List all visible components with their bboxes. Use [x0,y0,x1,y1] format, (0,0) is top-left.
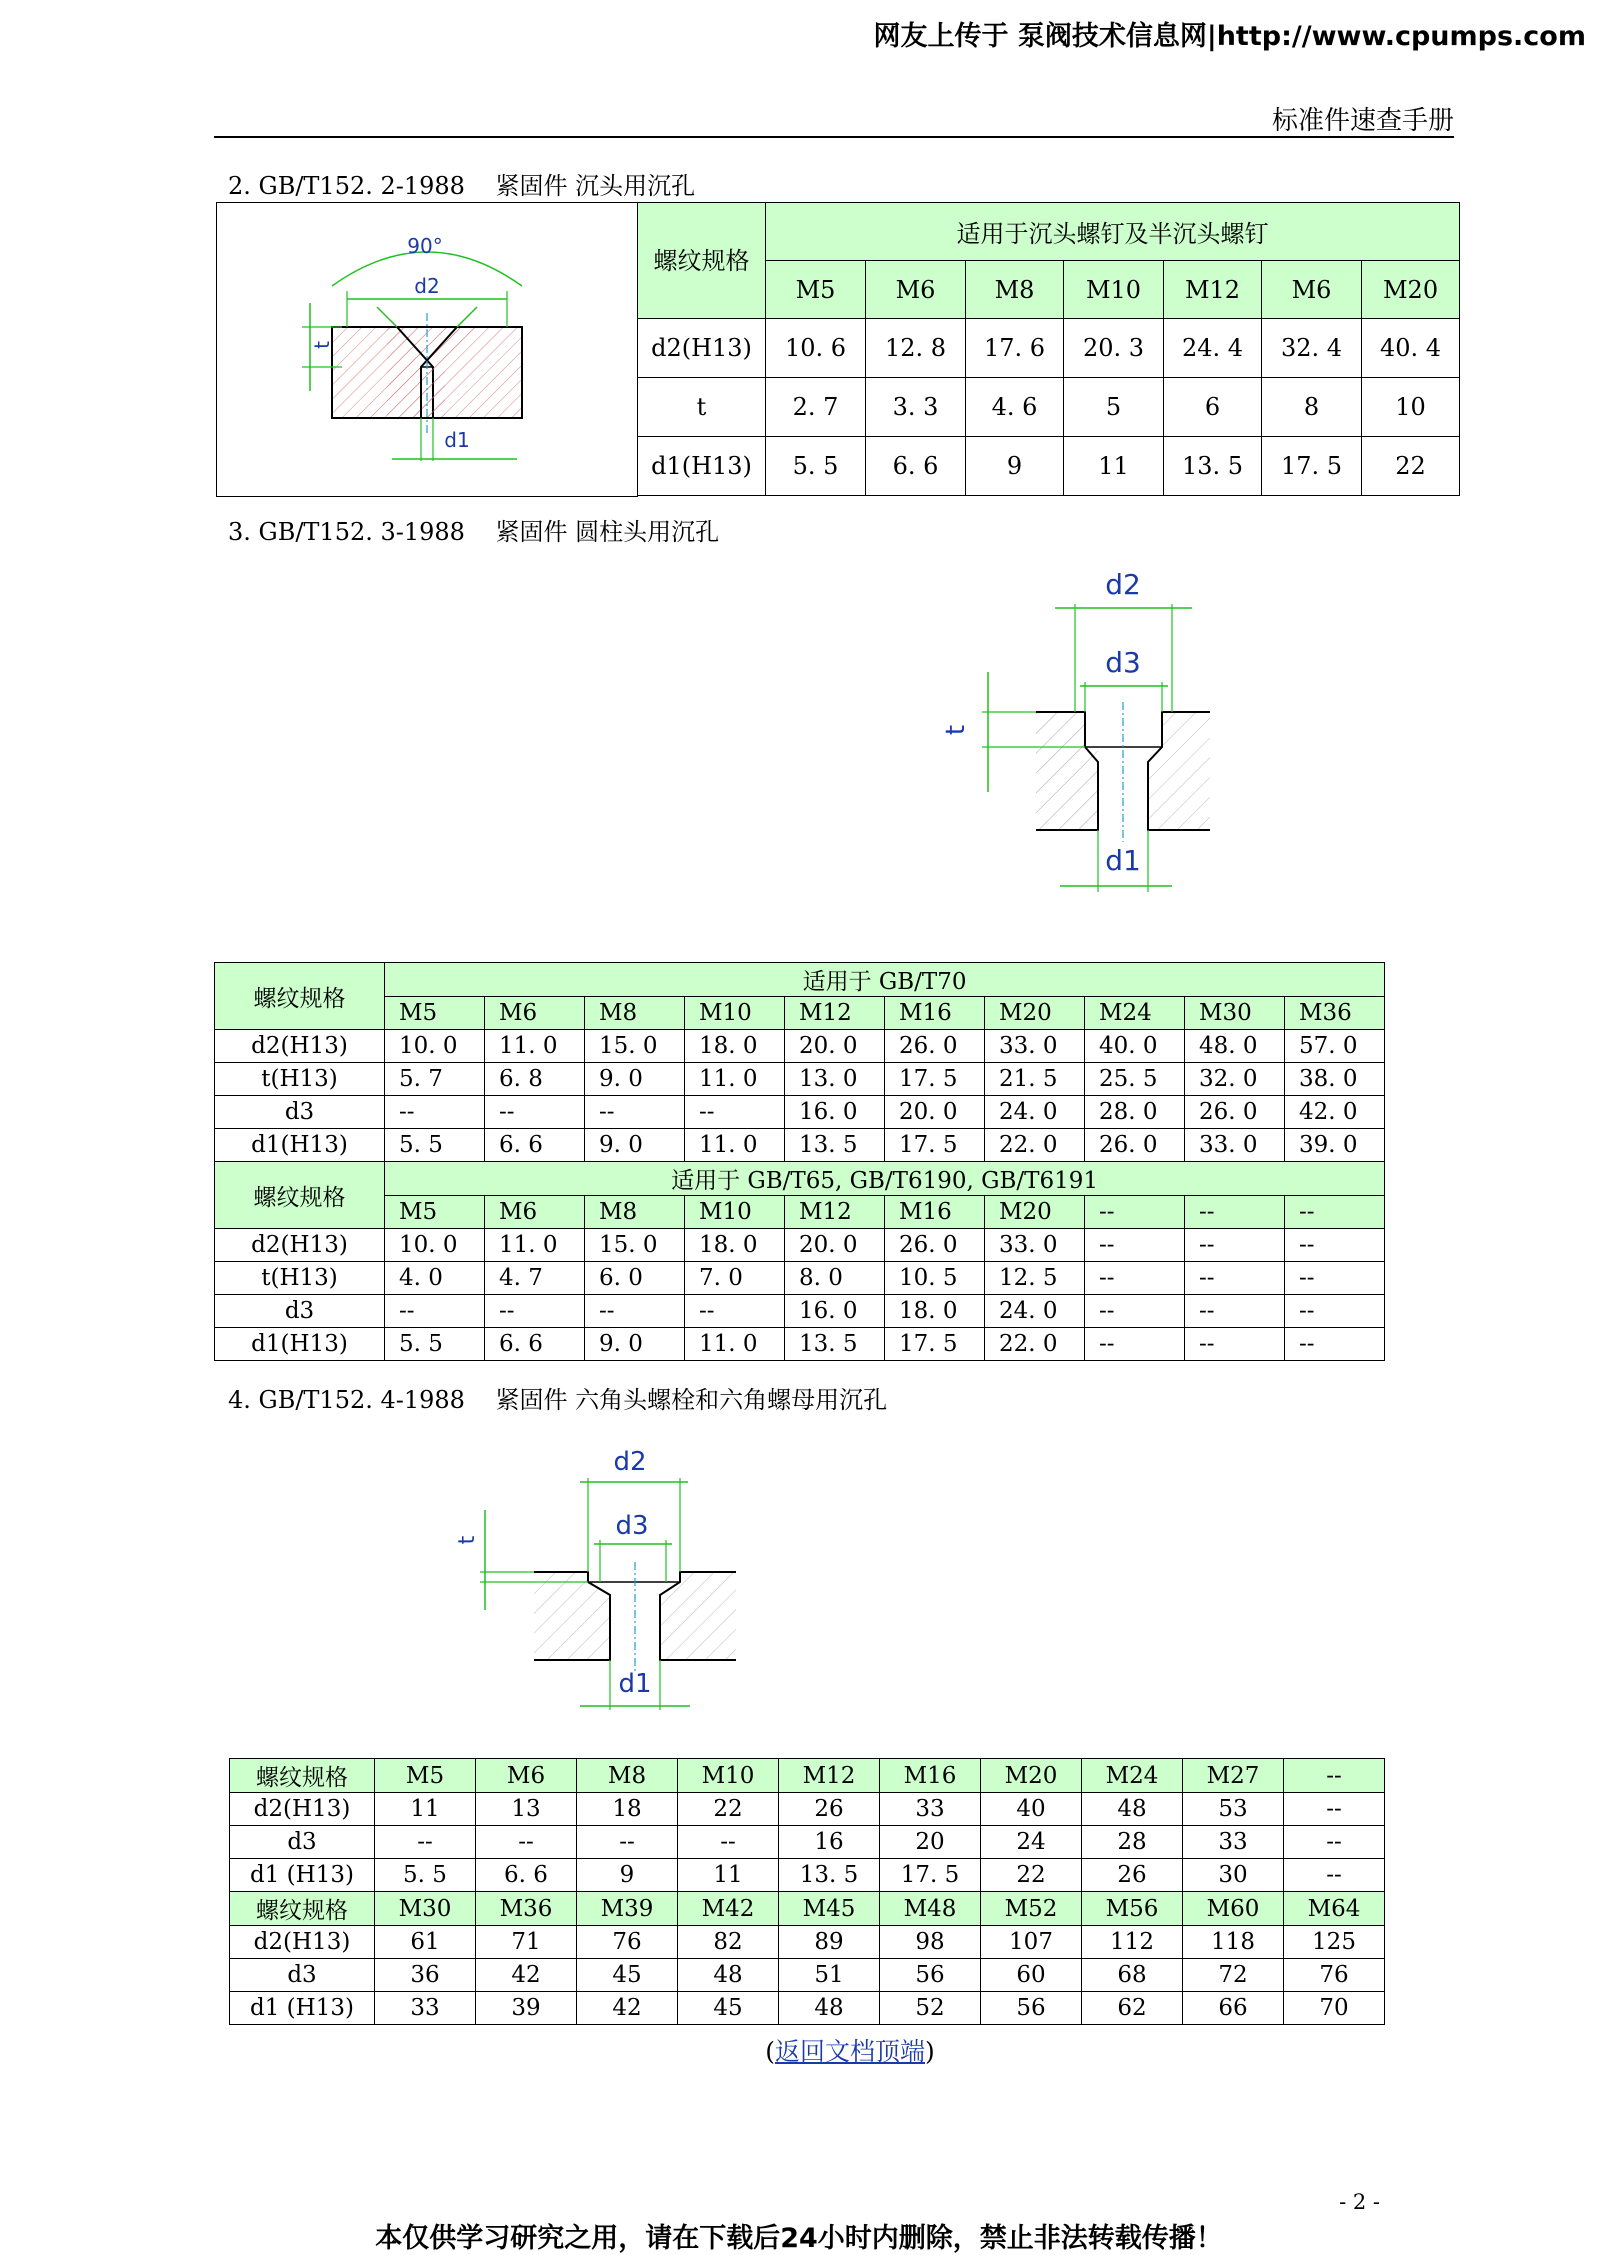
table-cell: -- [375,1826,476,1859]
table-row [230,1992,1385,2025]
section2-title: 2. GB/T152. 2-1988 紧固件 沉头用沉孔 [228,172,696,200]
table-cell: 107 [981,1926,1082,1959]
table-row [638,378,1460,437]
table-cell: 16. 0 [785,1295,885,1328]
table-cell: 42 [476,1959,577,1992]
table-row [215,1063,1385,1096]
table-cell: -- [1185,1295,1285,1328]
size-cell: M5 [766,261,866,319]
size-cell: -- [1284,1759,1385,1793]
table-cell: 11 [1064,437,1164,496]
table-cell: 24 [981,1826,1082,1859]
size-cell: M20 [1362,261,1460,319]
row-label: t(H13) [215,1262,385,1295]
table-cell: 33 [1183,1826,1284,1859]
table-cell: 9. 0 [585,1129,685,1162]
table-cell: 17. 5 [885,1063,985,1096]
table-cell: 18. 0 [685,1030,785,1063]
table-cell: 48 [779,1992,880,2025]
table-cell: 13. 5 [779,1859,880,1892]
table-cell: 72 [1183,1959,1284,1992]
size-cell: M6 [476,1759,577,1793]
table-cell: -- [585,1295,685,1328]
table-cell: 6. 8 [485,1063,585,1096]
table-cell: 60 [981,1959,1082,1992]
table-cell: 30 [1183,1859,1284,1892]
table-cell: 32. 4 [1262,319,1362,378]
table-cell: 22 [1362,437,1460,496]
table-cell: 26. 0 [1185,1096,1285,1129]
table-cell: 62 [1082,1992,1183,2025]
table-cell: 17. 5 [880,1859,981,1892]
section2-table [637,202,1460,496]
table-cell: 48. 0 [1185,1030,1285,1063]
d2-label: d2 [414,274,440,298]
table-cell: 33 [880,1793,981,1826]
table-cell: 3. 3 [866,378,966,437]
size-cell: M12 [785,997,885,1030]
size-cell: M12 [779,1759,880,1793]
table-row [230,1859,1385,1892]
table-cell: 11. 0 [685,1063,785,1096]
size-cell: M24 [1082,1759,1183,1793]
size-cell: M27 [1183,1759,1284,1793]
table-cell: 82 [678,1926,779,1959]
table-cell: 39 [476,1992,577,2025]
table-cell: 5. 5 [385,1129,485,1162]
table-cell: 48 [678,1959,779,1992]
table-cell: 4. 7 [485,1262,585,1295]
table-cell: -- [1284,1793,1385,1826]
table-cell: -- [577,1826,678,1859]
size-cell: M8 [585,1196,685,1229]
site-header: 网友上传于 泵阀技术信息网|http://www.cpumps.com [873,21,1586,52]
size-cell: M52 [981,1892,1082,1926]
group-header: 适用于 GB/T70 [385,963,1385,997]
table-row [215,1129,1385,1162]
spec-header: 螺纹规格 [230,1892,375,1926]
table-cell: 26. 0 [885,1229,985,1262]
table-cell: 11. 0 [685,1328,785,1361]
table-cell: 17. 6 [966,319,1064,378]
table-cell: 61 [375,1926,476,1959]
row-label: d2(H13) [215,1030,385,1063]
table-cell: -- [1185,1328,1285,1361]
size-row [230,1759,1385,1793]
table-row [215,1262,1385,1295]
row-label: t(H13) [215,1063,385,1096]
size-row [230,1892,1385,1926]
table-cell: 20 [880,1826,981,1859]
group-header: 适用于 GB/T65, GB/T6190, GB/T6191 [385,1162,1385,1196]
table-cell: 68 [1082,1959,1183,1992]
size-cell: M10 [685,1196,785,1229]
table-cell: 52 [880,1992,981,2025]
size-cell: M6 [485,997,585,1030]
size-cell: M36 [1285,997,1385,1030]
row-label: d1(H13) [215,1129,385,1162]
table-cell: 118 [1183,1926,1284,1959]
row-label: t [638,378,766,437]
spec-header: 螺纹规格 [215,1162,385,1229]
table-cell: -- [1185,1262,1285,1295]
table-cell: -- [1085,1229,1185,1262]
table-row [230,1926,1385,1959]
table-cell: 9 [966,437,1064,496]
table-cell: 16. 0 [785,1096,885,1129]
table-cell: 24. 0 [985,1096,1085,1129]
paren-close: ) [925,2037,935,2066]
size-cell: M12 [785,1196,885,1229]
table-cell: 9. 0 [585,1063,685,1096]
table-cell: 10 [1362,378,1460,437]
table-cell: -- [485,1096,585,1129]
table-cell: 11 [678,1859,779,1892]
table-cell: 40. 4 [1362,319,1460,378]
table-cell: 18 [577,1793,678,1826]
table-cell: 22 [678,1793,779,1826]
size-cell: M6 [1262,261,1362,319]
group-header: 适用于沉头螺钉及半沉头螺钉 [766,203,1460,261]
table-cell: -- [1085,1262,1185,1295]
table-cell: -- [685,1295,785,1328]
table-cell: 20. 0 [785,1030,885,1063]
hex-counterbore-diagram [440,1430,760,1730]
table-cell: 66 [1183,1992,1284,2025]
size-cell: M20 [981,1759,1082,1793]
book-title: 标准件速查手册 [1271,106,1454,136]
table-row [638,319,1460,378]
table-cell: 13. 5 [1164,437,1262,496]
table-cell: 16 [779,1826,880,1859]
table-cell: 33 [375,1992,476,2025]
table-cell: 26. 0 [1085,1129,1185,1162]
table-cell: 40. 0 [1085,1030,1185,1063]
table-cell: -- [1284,1826,1385,1859]
size-cell: M5 [385,1196,485,1229]
size-cell: M8 [966,261,1064,319]
section3-table [214,962,1385,1361]
table-cell: 26 [1082,1859,1183,1892]
row-label: d3 [230,1826,375,1859]
table-cell: 89 [779,1926,880,1959]
back-to-top-link[interactable]: 返回文档顶端 [774,2037,925,2066]
size-cell: M10 [678,1759,779,1793]
table-row [230,1826,1385,1859]
row-label: d1 (H13) [230,1992,375,2025]
size-cell: M36 [476,1892,577,1926]
size-cell: M5 [385,997,485,1030]
table-cell: 6. 6 [866,437,966,496]
table-row [230,1959,1385,1992]
table-cell: 32. 0 [1185,1063,1285,1096]
size-cell: M10 [1064,261,1164,319]
table-cell: 6. 6 [476,1859,577,1892]
size-cell: M20 [985,1196,1085,1229]
table-cell: 11 [375,1793,476,1826]
size-cell: M12 [1164,261,1262,319]
d3-label: d3 [1105,646,1141,679]
row-label: d1 (H13) [230,1859,375,1892]
table-cell: 20. 3 [1064,319,1164,378]
table-cell: 112 [1082,1926,1183,1959]
table-cell: 10. 0 [385,1229,485,1262]
table-cell: -- [678,1826,779,1859]
table-cell: 4. 6 [966,378,1064,437]
size-cell: M16 [885,997,985,1030]
size-cell: M6 [866,261,966,319]
table-cell: 24. 4 [1164,319,1262,378]
table-cell: 5 [1064,378,1164,437]
size-cell: M5 [375,1759,476,1793]
d3-label: d3 [615,1511,649,1541]
table-cell: -- [1185,1229,1285,1262]
row-label: d2(H13) [215,1229,385,1262]
table-cell: -- [1085,1328,1185,1361]
table-cell: 10. 0 [385,1030,485,1063]
table-cell: 17. 5 [885,1328,985,1361]
size-cell: M20 [985,997,1085,1030]
table-cell: 6. 6 [485,1129,585,1162]
table-cell: 6. 6 [485,1328,585,1361]
spec-header: 螺纹规格 [230,1759,375,1793]
table-cell: 76 [577,1926,678,1959]
table-row [215,1096,1385,1129]
table-cell: -- [1285,1229,1385,1262]
table-cell: 13. 0 [785,1063,885,1096]
table-cell: 125 [1284,1926,1385,1959]
table-cell: 22. 0 [985,1328,1085,1361]
table-cell: 13. 5 [785,1328,885,1361]
table-cell: 6 [1164,378,1262,437]
size-cell: M16 [880,1759,981,1793]
back-to-top [700,2032,1000,2068]
d1-label: d1 [1105,844,1141,877]
header-divider [214,136,1454,138]
size-cell: M16 [885,1196,985,1229]
table-cell: 45 [678,1992,779,2025]
size-cell: M56 [1082,1892,1183,1926]
table-cell: 11. 0 [685,1129,785,1162]
t-label: t [455,1535,480,1545]
t-label: t [941,724,971,736]
table-cell: 21. 5 [985,1063,1085,1096]
table-cell: 12. 8 [866,319,966,378]
table-cell: 6. 0 [585,1262,685,1295]
table-cell: 11. 0 [485,1229,585,1262]
d1-label: d1 [444,428,470,452]
table-cell: -- [585,1096,685,1129]
size-cell: M60 [1183,1892,1284,1926]
spec-header: 螺纹规格 [215,963,385,1030]
table-cell: 8 [1262,378,1362,437]
table-cell: 26. 0 [885,1030,985,1063]
table-cell: 76 [1284,1959,1385,1992]
row-label: d3 [230,1959,375,1992]
table-cell: 20. 0 [785,1229,885,1262]
table-cell: 71 [476,1926,577,1959]
size-cell: M30 [375,1892,476,1926]
section2-figure-box [216,202,638,497]
size-cell: M8 [585,997,685,1030]
table-cell: 18. 0 [885,1295,985,1328]
table-cell: 45 [577,1959,678,1992]
footer-disclaimer: 本仅供学习研究之用，请在下载后24小时内删除，禁止非法转载传播！ [375,2223,1223,2254]
table-cell: 40 [981,1793,1082,1826]
size-cell: M48 [880,1892,981,1926]
size-cell: M64 [1284,1892,1385,1926]
size-cell: -- [1085,1196,1185,1229]
section4-title: 4. GB/T152. 4-1988 紧固件 六角头螺栓和六角螺母用沉孔 [228,1386,888,1414]
size-cell: M8 [577,1759,678,1793]
table-cell: 56 [880,1959,981,1992]
table-cell: 33. 0 [985,1229,1085,1262]
spec-header: 螺纹规格 [638,203,766,319]
table-cell: 9 [577,1859,678,1892]
d1-label: d1 [618,1669,652,1699]
table-cell: 5. 5 [385,1328,485,1361]
table-cell: 70 [1284,1992,1385,2025]
table-cell: 20. 0 [885,1096,985,1129]
section4-table [229,1758,1385,2025]
size-cell: M10 [685,997,785,1030]
table-cell: 5. 5 [766,437,866,496]
table-cell: 22. 0 [985,1129,1085,1162]
table-cell: 56 [981,1992,1082,2025]
table-cell: 12. 5 [985,1262,1085,1295]
table-cell: 22 [981,1859,1082,1892]
table-cell: 15. 0 [585,1030,685,1063]
table-cell: 10. 6 [766,319,866,378]
angle-label: 90° [407,234,443,258]
table-cell: 28 [1082,1826,1183,1859]
table-cell: 25. 5 [1085,1063,1185,1096]
table-cell: -- [385,1295,485,1328]
table-cell: 28. 0 [1085,1096,1185,1129]
table-cell: 51 [779,1959,880,1992]
table-cell: 36 [375,1959,476,1992]
size-cell: M45 [779,1892,880,1926]
table-cell: 98 [880,1926,981,1959]
table-row [215,1030,1385,1063]
table-cell: 48 [1082,1793,1183,1826]
table-cell: 5. 7 [385,1063,485,1096]
size-cell: M42 [678,1892,779,1926]
row-label: d2(H13) [638,319,766,378]
table-cell: 53 [1183,1793,1284,1826]
table-row [215,1295,1385,1328]
d2-label: d2 [613,1447,647,1477]
table-cell: 17. 5 [885,1129,985,1162]
row-label: d3 [215,1096,385,1129]
table-cell: 33. 0 [985,1030,1085,1063]
size-row [215,997,1385,1030]
table-cell: 4. 0 [385,1262,485,1295]
row-label: d2(H13) [230,1793,375,1826]
table-cell: -- [485,1295,585,1328]
table-cell: 26 [779,1793,880,1826]
table-cell: -- [1285,1295,1385,1328]
table-row [215,1328,1385,1361]
table-cell: 24. 0 [985,1295,1085,1328]
table-cell: 2. 7 [766,378,866,437]
t-label: t [310,341,334,349]
size-cell: M30 [1185,997,1285,1030]
table-cell: -- [385,1096,485,1129]
table-cell: 18. 0 [685,1229,785,1262]
table-cell: 42. 0 [1285,1096,1385,1129]
row-label: d1(H13) [215,1328,385,1361]
paren-open: ( [765,2037,775,2066]
row-label: d1(H13) [638,437,766,496]
table-cell: -- [476,1826,577,1859]
row-label: d2(H13) [230,1926,375,1959]
table-cell: 38. 0 [1285,1063,1385,1096]
table-cell: 5. 5 [375,1859,476,1892]
page-number: - 2 - [1339,2190,1380,2214]
countersunk-diagram [217,203,638,496]
size-row [215,1196,1385,1229]
table-cell: 9. 0 [585,1328,685,1361]
d2-label: d2 [1105,568,1141,601]
table-cell: 57. 0 [1285,1030,1385,1063]
table-cell: 7. 0 [685,1262,785,1295]
row-label: d3 [215,1295,385,1328]
size-cell: M24 [1085,997,1185,1030]
table-cell: -- [1284,1859,1385,1892]
size-cell: -- [1285,1196,1385,1229]
table-cell: 11. 0 [485,1030,585,1063]
table-cell: 13. 5 [785,1129,885,1162]
table-cell: -- [1085,1295,1185,1328]
table-cell: 13 [476,1793,577,1826]
counterbore-diagram [940,552,1240,912]
table-cell: 15. 0 [585,1229,685,1262]
table-row [215,1229,1385,1262]
table-cell: -- [685,1096,785,1129]
table-cell: -- [1285,1262,1385,1295]
table-row [230,1793,1385,1826]
table-cell: 33. 0 [1185,1129,1285,1162]
table-cell: 10. 5 [885,1262,985,1295]
table-cell: 39. 0 [1285,1129,1385,1162]
size-cell: M6 [485,1196,585,1229]
table-cell: 42 [577,1992,678,2025]
table-cell: -- [1285,1328,1385,1361]
table-cell: 17. 5 [1262,437,1362,496]
size-cell: -- [1185,1196,1285,1229]
table-cell: 8. 0 [785,1262,885,1295]
table-row [638,437,1460,496]
size-cell: M39 [577,1892,678,1926]
section3-title: 3. GB/T152. 3-1988 紧固件 圆柱头用沉孔 [228,518,720,546]
